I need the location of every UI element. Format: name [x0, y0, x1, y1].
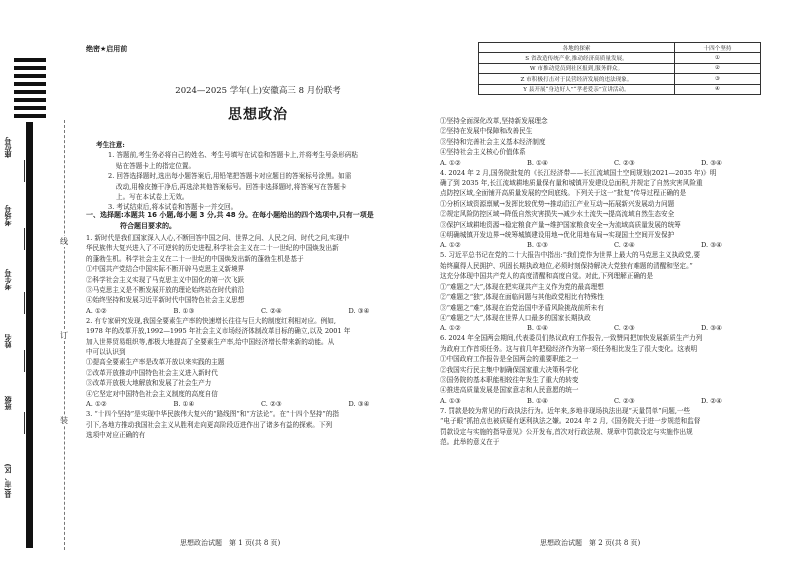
registration-bars [14, 58, 46, 118]
question-line: 2. 有专家研究发现,我国全要素生产率的快速增长往往与巨大的制度红利相对应。例如, [86, 316, 336, 325]
question-line: 6. 2024 年全国两会期间,代表委员们热议政府工作报告,一致赞同把加快发展新质生产力列 [440, 334, 703, 343]
question-option-line: ②我国实行民主集中制确保国家重大决策科学化 [440, 365, 579, 374]
confidential-mark: 绝密★启用前 [86, 45, 128, 53]
answer-choice[interactable]: D. ③④ [701, 241, 723, 250]
answer-options [440, 240, 788, 250]
room-number-label: 考场号 [4, 205, 12, 226]
exploration-table [478, 42, 761, 95]
name-line [24, 350, 25, 372]
answer-choice[interactable]: B. ①④ [527, 324, 548, 333]
notice-item: 改动,用橡皮擦干净后,再选涂其他答案标号。回答非选择题时,将答案写在答题卡 [116, 182, 347, 191]
question-line: 选项中对应正确的有 [86, 430, 146, 439]
answer-choice[interactable]: D. ③④ [348, 306, 370, 315]
table-cell: Y 县开展“身边好人”“孝老爱亲”宣讲活动。 [479, 84, 675, 94]
answer-options [86, 399, 436, 409]
question-line: 1978 年的改革开放,1992—1995 年社会主义市场经济体制改革目标的确立,以及 2001 年 [86, 327, 351, 336]
question-line: 1. 新时代是我们国家深入人心,不断回答中国之问、世界之问、人民之问、时代之问,实现中 [86, 234, 350, 242]
question-line: 3. “十四个坚持”是实现中华民族伟大复兴的“路线图”和“方法论”。在“十四个坚持”的指 [86, 410, 339, 419]
question-line: 5. 习近平总书记在党的二十大报告中指出:“我们党作为世界上最大的马克思主义执政党,要 [440, 251, 701, 260]
answer-choice[interactable]: D. ③④ [701, 158, 723, 167]
subject-title: 思想政治 [228, 107, 288, 123]
page-footer-right: 思想政治试题 第 2 页(共 8 页) [540, 539, 641, 547]
table-row [479, 53, 761, 63]
notice-item: 贴在答题卡上的指定位置。 [116, 161, 196, 170]
question-option-line: ①“难题之“大”,体现在把实现共产主义作为党的最高理想 [440, 282, 604, 291]
table-header: 各地的探索 [479, 43, 675, 53]
question-option-line: ④明确城镇开发边界→统筹城镇建设用地→优化用地布局→实现国土空间开发保护 [440, 231, 675, 240]
answer-options [86, 306, 436, 316]
answer-choice[interactable]: A. ①② [86, 400, 107, 409]
answer-choice[interactable]: A. ①② [440, 158, 461, 167]
question-option-line: ④它坚定对中国特色社会主义制度的高度自信 [86, 389, 218, 398]
answer-choice[interactable]: A. ①② [440, 241, 461, 250]
answer-options [440, 323, 788, 333]
binding-strip-bar [26, 122, 33, 548]
question-option-line: ①坚持全面深化改革,坚持新发展理念 [440, 117, 548, 125]
exam-title: 2024—2025 学年(上)安徽高三 8 月份联考 [175, 86, 341, 96]
notice-title: 考生注意: [96, 141, 125, 149]
question-line: 中可以认识到 [86, 348, 126, 357]
candidate-number-label: 考生号 [4, 269, 12, 290]
question-option-line: ③“难题之“难”,体现在治党治国中矛盾风险挑战前所未有 [440, 303, 604, 312]
notice-item: 1. 答题前,考生务必将自己的姓名、考生号填写在试卷和答题卡上,并将考生号条形码粘 [108, 151, 358, 160]
answer-choice[interactable]: C. ②③ [614, 396, 635, 405]
seat-number-line [24, 160, 25, 182]
answer-choice[interactable]: D. ②④ [701, 396, 723, 405]
question-option-line: ①分析区域资源禀赋→发挥比较优势→推动沿江产业互动→拓展新兴发展动力问题 [440, 199, 675, 208]
question-option-line: ①中国政府工作报告是全国两会的重要职能之一 [440, 355, 579, 364]
answer-choice[interactable]: D. ③④ [348, 400, 370, 409]
name-label: 姓名 [4, 334, 12, 348]
answer-choice[interactable]: A. ①③ [440, 396, 461, 405]
cut-mark-line: 线 [60, 237, 68, 246]
table-cell: ② [675, 63, 761, 73]
candidate-number-line [24, 292, 25, 314]
question-option-line: ③保护区域耕地资源→稳定粮食产量→维护国家粮食安全→为流域高质量发展的统筹 [440, 220, 681, 229]
cut-mark-order: 订 [60, 331, 68, 340]
table-cell: ③ [675, 74, 761, 84]
answer-choice[interactable]: C. ②③ [261, 400, 282, 409]
notice-item: 2. 回答选择题时,选出每小题答案后,用铅笔把答题卡对应题目的答案标号涂黑。如需 [108, 172, 352, 181]
question-line: 引下,各地方推动我国社会主义从胜利走向更高阶段迈进作出了诸多有益的探索。下列 [86, 420, 333, 429]
table-cell: ④ [675, 84, 761, 94]
seat-number-label: 座位号 [4, 137, 12, 158]
question-line: 4. 2024 年 2 月,国务院批复的《长江经济带——长江流域国土空间规划(2021—2035 年)》明 [440, 168, 717, 177]
question-line: 7. 罚款是较为常见的行政执法行为。近年来,多地非现场执法出现“天量罚单”问题,一些 [440, 406, 691, 415]
answer-options [440, 396, 788, 406]
answer-choice[interactable]: B. ①③ [527, 241, 548, 250]
cut-mark-bind: 装 [60, 416, 68, 425]
question-option-line: ②改革开放推动中国特色社会主义进入新时代 [86, 368, 218, 377]
answer-choice[interactable]: C. ②③ [614, 324, 635, 333]
answer-choice[interactable]: C. ②③ [614, 158, 635, 167]
table-row [479, 74, 761, 84]
answer-choice[interactable]: B. ①④ [527, 396, 548, 405]
answer-choice[interactable]: B. ①④ [173, 400, 195, 409]
answer-options [440, 158, 788, 168]
left-column-content [86, 210, 436, 440]
table-header: 十四个坚持 [675, 43, 761, 53]
section-heading-cont: 符合题目要求的。 [120, 222, 176, 230]
question-option-line: ①中国共产党结合中国实际不断开辟马克思主义新境界 [86, 265, 245, 274]
question-option-line: ④坚持社会主义核心价值体系 [440, 148, 526, 157]
section-heading: 一、选择题:本题共 16 小题,每小题 3 分,共 48 分。在每小题给出的四个选项中,只有一项是 [86, 211, 374, 219]
question-line: 确了到 2035 年,长江流域耕地质量保有量和城镇开发建设总面积,并规定了自然灾害风险重 [440, 179, 703, 188]
page-footer-left: 思想政治试题 第 1 页(共 8 页) [180, 539, 281, 547]
question-line: 的蓬勃生机。科学社会主义在二十一世纪的中国焕发出新的蓬勃生机是基于 [86, 254, 304, 263]
right-column-content [440, 116, 788, 447]
table-cell: W 市推动党员到社区报到,服务群众。 [479, 63, 675, 73]
notice-item: 上。写在本试卷上无效。 [116, 193, 189, 202]
answer-choice[interactable]: C. ②④ [261, 306, 282, 315]
table-row [479, 84, 761, 94]
answer-choice[interactable]: C. ②④ [614, 241, 635, 250]
exploration-table-wrap [478, 42, 761, 95]
question-option-line: ②坚持在发展中保障和改善民生 [440, 127, 533, 136]
notice-item: 3. 考试结束后,将本试卷和答题卡一并交回。 [108, 203, 238, 212]
answer-choice[interactable]: A. ①② [86, 306, 107, 315]
answer-choice[interactable]: B. ①④ [527, 158, 548, 167]
answer-choice[interactable]: A. ①② [440, 324, 461, 333]
class-label: 班级 [4, 396, 12, 410]
question-option-line: ④始终坚持和发展习近平新时代中国特色社会主义思想 [86, 296, 245, 305]
question-line: 范。此举的意义在于 [440, 437, 500, 446]
table-cell: Z 市积极打击对于民营经济发展的违法现象。 [479, 74, 675, 84]
question-line: 这充分体现中国共产党人的高度清醒和高度自觉。对此,下列理解正确的是 [440, 272, 654, 281]
question-option-line: ④“难题之“大”,体现在世界人口最多的国家长期执政 [440, 313, 591, 322]
county-label: 县(市、区) [4, 463, 12, 498]
question-option-line: ③马克思主义是不断发展开放的理论始终站在时代前沿 [86, 286, 245, 295]
question-line: “电子眼”抓拍点也被质疑有逐利执法之嫌。2024 年 2 月,《国务院关于进一步规范和监督 [440, 417, 701, 426]
answer-choice[interactable]: B. ①③ [173, 306, 195, 315]
notice-block [96, 140, 430, 213]
question-option-line: ②规定风险防控区域→降低自然灾害损失→减少水土流失→提高流域自然生态安全 [440, 210, 675, 219]
table-cell: S 省改造传统产业,推动经济高质量发展。 [479, 53, 675, 63]
question-option-line: ②科学社会主义实现了马克思主义中国化的第一次飞跃 [86, 275, 245, 284]
question-line: 罚款设定与实施的指导意见》公开发布,首次对行政法规、规章中罚款设定与实施作出规 [440, 427, 693, 436]
question-option-line: ③改革开放极大地解放和发展了社会生产力 [86, 379, 212, 388]
room-number-line [24, 228, 25, 250]
question-line: 始终赢得人民拥护、巩固长期执政地位,必须时刻保持解决大党独有难题的清醒和坚定。” [440, 261, 693, 270]
question-line: 为政府工作首项任务。这与前几年把稳经济作为第一项任务相比发生了很大变化。这表明 [440, 344, 698, 353]
question-option-line: ①提高全要素生产率是改革开放以来实践的主题 [86, 358, 225, 367]
answer-choice[interactable]: D. ③④ [701, 324, 723, 333]
question-option-line: ④推进高质量发展是国家意志和人民意愿的统一 [440, 386, 579, 395]
question-option-line: ③国务院的基本职能相较往年发生了重大的转变 [440, 375, 579, 384]
class-line [24, 412, 25, 434]
question-line: 加入世界贸易组织等,都极大地提高了全要素生产率,给中国经济增长带来新的动能。从 [86, 337, 335, 346]
table-cell: ① [675, 53, 761, 63]
question-option-line: ②“难题之“独”,体现在面临问题与其他政党相比有特殊性 [440, 293, 604, 302]
question-line: 华民族伟大复兴进入了不可逆转的历史进程,科学社会主义在二十一世纪的中国焕发出新 [86, 244, 339, 253]
table-row [479, 63, 761, 73]
question-option-line: ③坚持和完善社会主义基本经济制度 [440, 137, 546, 146]
question-line: 点防控区域,全面铺开高质量发展的空间底线。下列关于这一“批复”传导过程正确的是 [440, 189, 687, 198]
